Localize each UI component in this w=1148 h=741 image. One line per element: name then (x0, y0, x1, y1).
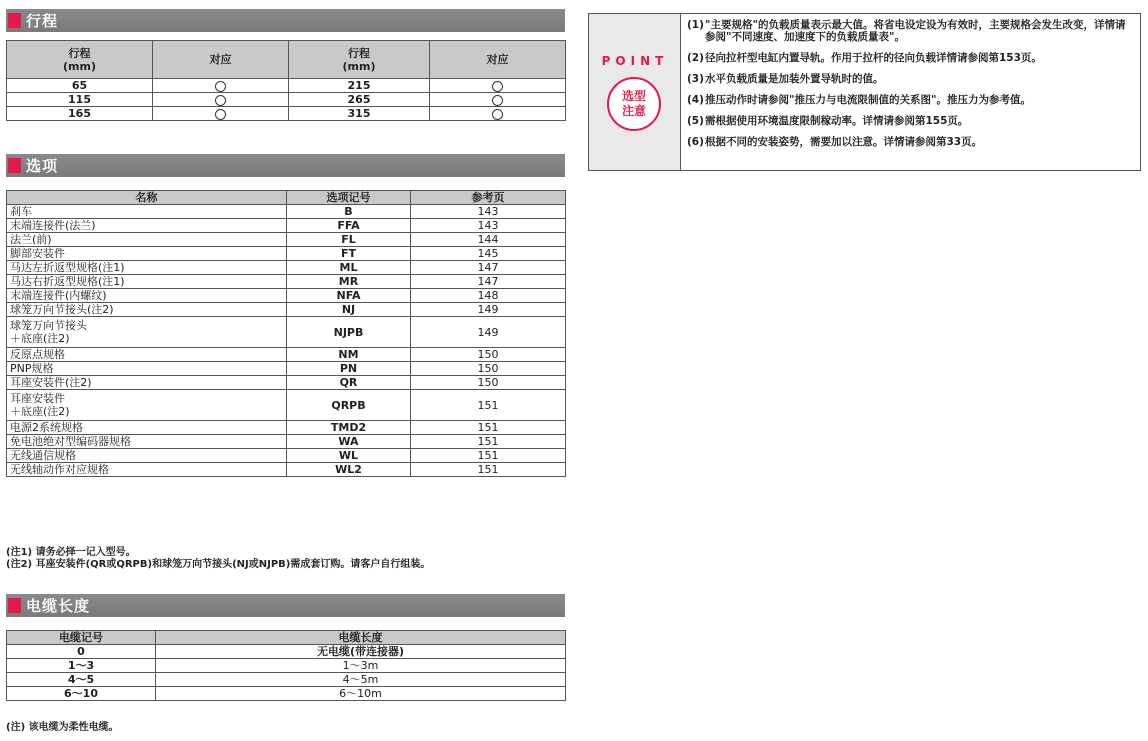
point-item: (1) "主要规格"的负载质量表示最大值。将省电设定设为有效时，主要规格会发生改变，详情请参阅"不同速度、加速度下的负载质量表"。 (687, 19, 1126, 43)
table-row: 末端连接件(法兰) FFA 143 (7, 219, 566, 233)
table-row: 刹车 B 143 (7, 205, 566, 219)
code-header: 选项记号 (287, 191, 411, 205)
table-row: 免电池绝对型编码器规格 WA 151 (7, 435, 566, 449)
stroke-table (6, 40, 566, 121)
table-row: 耳座安装件 ＋底座(注2) QRPB 151 (7, 390, 566, 421)
table-row: 脚部安装件 FT 145 (7, 247, 566, 261)
page-header: 参考页 (411, 191, 566, 205)
options-section-title: 选项 (26, 157, 59, 175)
table-row: 反原点规格 NM 150 (7, 348, 566, 362)
supported-circle-icon (492, 109, 503, 120)
support-header: 对应 (430, 41, 566, 79)
point-label: POINT (601, 54, 669, 68)
table-row: PNP规格 PN 150 (7, 362, 566, 376)
table-row: 电源2系统规格 TMD2 151 (7, 421, 566, 435)
stroke-section-bar (6, 9, 565, 32)
point-badge-circle: 选型 注意 (607, 77, 661, 131)
cable-section-bar (6, 594, 565, 617)
point-item: (2) 径向拉杆型电缸内置导轨。作用于拉杆的径向负载详情请参阅第153页。 (687, 52, 1042, 64)
table-row: 1～3 1～3m (7, 659, 566, 673)
table-row: 4～5 4～5m (7, 673, 566, 687)
table-row: 马达右折返型规格(注1) MR 147 (7, 275, 566, 289)
table-row: 耳座安装件(注2) QR 150 (7, 376, 566, 390)
options-section-bar (6, 154, 565, 177)
point-badge-panel (589, 14, 681, 170)
table-row: 法兰(前) FL 144 (7, 233, 566, 247)
stroke-header: 行程 (mm) (289, 41, 430, 79)
table-row: 球笼万向节接头 ＋底座(注2) NJPB 149 (7, 317, 566, 348)
support-header: 对应 (153, 41, 289, 79)
supported-circle-icon (215, 95, 226, 106)
table-row: 115 265 (7, 93, 566, 107)
note-line: (注2) 耳座安装件(QR或QRPB)和球笼万向节接头(NJ或NJPB)需成套订购。请客户自行组装。 (6, 559, 431, 570)
options-notes (6, 547, 430, 571)
point-item: (3) 水平负载质量是加装外置导轨时的值。 (687, 73, 884, 85)
point-item: (5) 需根据使用环境温度限制稼动率。详情请参阅第155页。 (687, 115, 969, 127)
cable-section-title: 电缆长度 (26, 597, 91, 615)
point-item: (4) 推压动作时请参阅"推压力与电流限制值的关系图"。推压力为参考值。 (687, 94, 1031, 106)
selection-notes-box (588, 13, 1141, 171)
point-item: (6) 根据不同的安装姿势，需要加以注意。详情请参阅第33页。 (687, 136, 983, 148)
supported-circle-icon (215, 109, 226, 120)
stroke-section-title: 行程 (26, 12, 59, 30)
table-row: 65 215 (7, 79, 566, 93)
table-row: 0 无电缆(带连接器) (7, 645, 566, 659)
supported-circle-icon (492, 95, 503, 106)
section-marker (8, 598, 21, 613)
cable-table (6, 630, 566, 701)
table-row: 末端连接件(内螺纹) NFA 148 (7, 289, 566, 303)
cable-length-header: 电缆长度 (156, 631, 566, 645)
supported-circle-icon (492, 81, 503, 92)
cable-code-header: 电缆记号 (7, 631, 156, 645)
table-row: 无线通信规格 WL 151 (7, 449, 566, 463)
section-marker (8, 158, 21, 173)
stroke-header: 行程 (mm) (7, 41, 153, 79)
table-row: 无线轴动作对应规格 WL2 151 (7, 463, 566, 477)
cable-note: (注) 该电缆为柔性电缆。 (6, 722, 119, 733)
name-header: 名称 (7, 191, 287, 205)
table-row: 球笼万向节接头(注2) NJ 149 (7, 303, 566, 317)
section-marker (8, 13, 21, 28)
supported-circle-icon (215, 81, 226, 92)
note-line: (注1) 请务必择一记入型号。 (6, 547, 136, 558)
point-items (681, 14, 1140, 170)
table-row: 马达左折返型规格(注1) ML 147 (7, 261, 566, 275)
table-row: 165 315 (7, 107, 566, 121)
options-table (6, 190, 566, 477)
table-row: 6～10 6～10m (7, 687, 566, 701)
